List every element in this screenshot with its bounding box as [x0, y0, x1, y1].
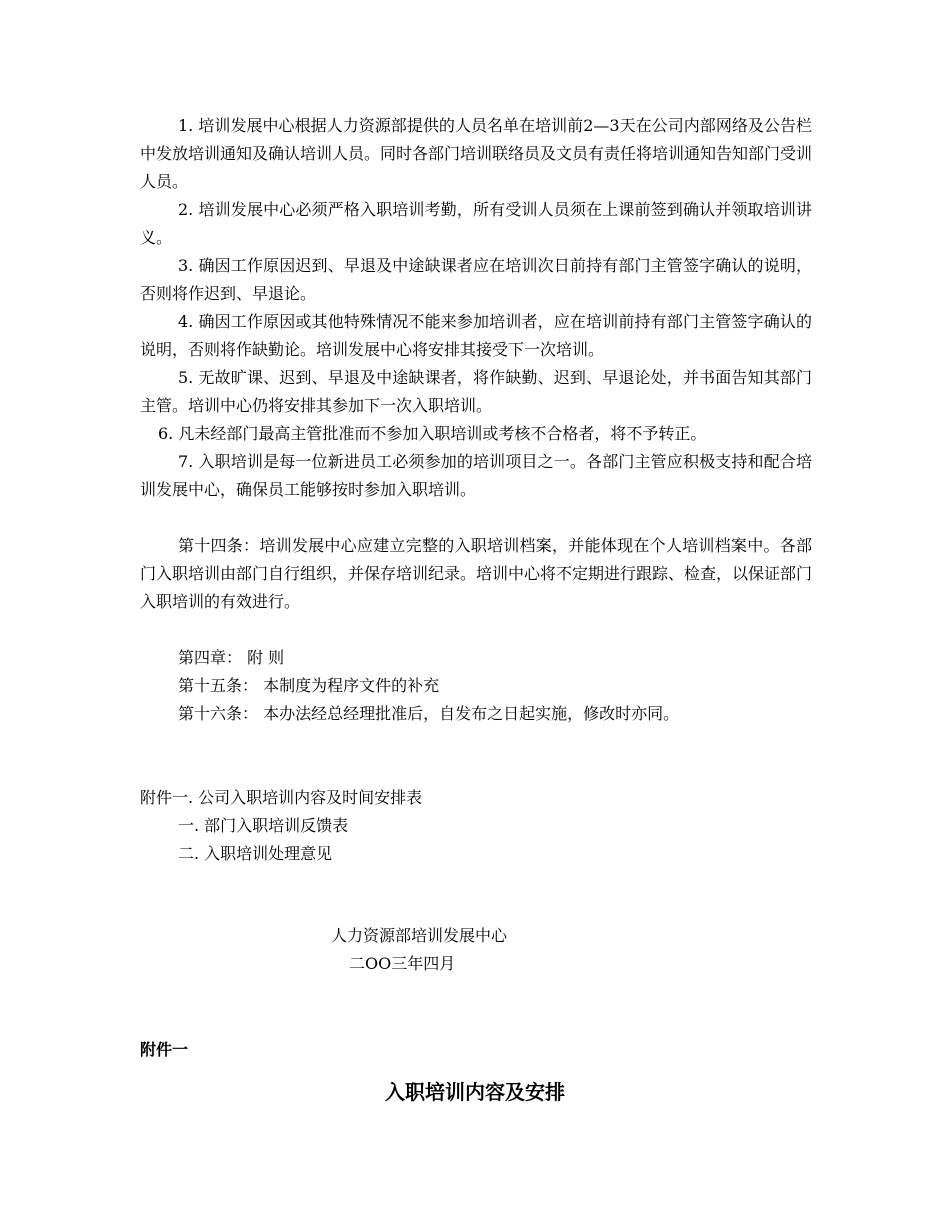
signature-org: 人力资源部培训发展中心	[331, 926, 508, 945]
list-item: 6. 凡未经部门最高主管批准而不参加入职培训或考核不合格者，将不予转正。	[158, 424, 707, 443]
list-item: 7. 入职培训是每一位新进员工必须参加的培训项目之一。各部门主管应积极支持和配合培训发展中心，确保员工能够按时参加入职培训。	[140, 452, 812, 499]
list-item: 3. 确因工作原因迟到、早退及中途缺课者应在培训次日前持有部门主管签字确认的说明，否则将作迟到、早退论。	[140, 256, 812, 303]
annex-title: 入职培训内容及安排	[385, 1080, 565, 1104]
list-item: 1. 培训发展中心根据人力资源部提供的人员名单在培训前2—3天在公司内部网络及公告栏中发放培训通知及确认培训人员。同时各部门培训联络员及文员有责任将培训通知告知部门受训人员。	[140, 116, 813, 191]
list-item: 5. 无故旷课、迟到、早退及中途缺课者，将作缺勤、迟到、早退论处，并书面告知其部门主管。培训中心仍将安排其参加下一次入职培训。	[140, 368, 812, 415]
attachment-main: 附件一. 公司入职培训内容及时间安排表	[140, 788, 423, 807]
attachment-sub: 一. 部门入职培训反馈表	[178, 816, 349, 835]
article-16: 第十六条： 本办法经总经理批准后，自发布之日起实施，修改时亦同。	[178, 704, 680, 723]
annex-label: 附件一	[140, 1040, 189, 1059]
spacer	[140, 616, 812, 644]
article-15: 第十五条： 本制度为程序文件的补充	[178, 676, 440, 695]
article-14: 第十四条：培训发展中心应建立完整的入职培训档案，并能体现在个人培训档案中。各部门入职培训由部门自行组织，并保存培训纪录。培训中心将不定期进行跟踪、检查，以保证部门入职培训的有效进行。	[140, 536, 813, 611]
list-item: 2. 培训发展中心必须严格入职培训考勤，所有受训人员须在上课前签到确认并领取培训讲义。	[140, 200, 812, 247]
chapter-heading: 第四章： 附 则	[178, 648, 285, 667]
list-item: 4. 确因工作原因或其他特殊情况不能来参加培训者，应在培训前持有部门主管签字确认的说明，否则将作缺勤论。培训发展中心将安排其接受下一次培训。	[140, 312, 812, 359]
spacer	[140, 728, 812, 784]
spacer	[140, 504, 812, 532]
signature-date: 二OO三年四月	[349, 954, 456, 973]
document-body	[140, 112, 812, 868]
attachment-sub: 二. 入职培训处理意见	[178, 844, 333, 863]
